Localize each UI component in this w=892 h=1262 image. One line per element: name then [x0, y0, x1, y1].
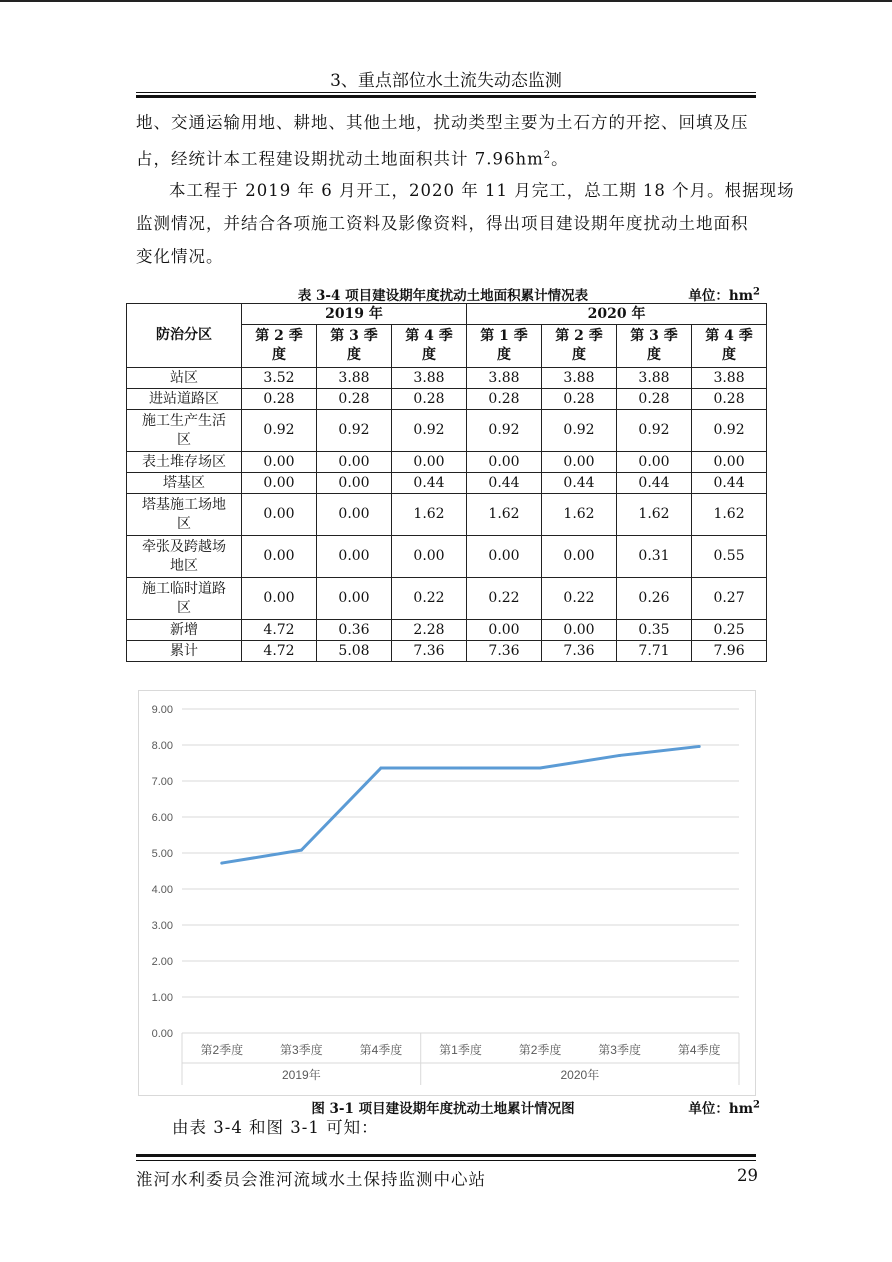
- value-cell: 0.00: [467, 620, 542, 641]
- value-cell: 0.28: [317, 389, 392, 410]
- value-cell: 3.88: [617, 368, 692, 389]
- value-cell: 0.22: [542, 578, 617, 620]
- year-2019-header: 2019 年: [242, 304, 467, 325]
- value-cell: 7.36: [542, 641, 617, 662]
- footer-organization: 淮河水利委员会淮河流域水土保持监测中心站: [136, 1170, 486, 1189]
- table-row: [127, 620, 767, 641]
- value-cell: 0.00: [242, 536, 317, 578]
- zone-name-line-2: 区: [177, 431, 191, 448]
- table-row: [127, 368, 767, 389]
- zone-name-line-1: 牵张及跨越场: [142, 538, 226, 555]
- value-cell: 0.92: [617, 410, 692, 452]
- paragraph-3-line-1: 由表 3-4 和图 3-1 可知：: [172, 1118, 379, 1137]
- value-cell: 0.44: [692, 473, 767, 494]
- value-cell: 0.00: [242, 494, 317, 536]
- value-cell: 0.31: [617, 536, 692, 578]
- y-tick-label: 6.00: [151, 812, 173, 824]
- zone-name-line-1: 塔基区: [163, 474, 205, 491]
- value-cell: 7.71: [617, 641, 692, 662]
- area-unit-superscript: 2: [543, 150, 552, 161]
- zone-name-cell: [127, 368, 242, 389]
- data-point: [220, 862, 223, 865]
- zone-name-cell: [127, 410, 242, 452]
- table-row: [127, 578, 767, 620]
- paragraph-1: [136, 106, 758, 176]
- zone-name-cell: [127, 620, 242, 641]
- header-rule-thin: [136, 92, 756, 93]
- value-cell: 0.00: [317, 578, 392, 620]
- value-cell: 0.44: [467, 473, 542, 494]
- value-cell: 0.44: [392, 473, 467, 494]
- table-row: [127, 389, 767, 410]
- value-cell: 0.00: [242, 452, 317, 473]
- y-tick-label: 8.00: [151, 740, 173, 752]
- figure-unit-sup: 2: [753, 1099, 760, 1111]
- zone-name-line-1: 塔基施工场地: [142, 496, 226, 513]
- zone-name-cell: [127, 452, 242, 473]
- value-cell: 1.62: [392, 494, 467, 536]
- x-tick-label: 第3季度: [280, 1043, 323, 1057]
- table-unit-sup: 2: [753, 286, 760, 298]
- y-tick-label: 5.00: [151, 848, 173, 860]
- value-cell: 0.22: [467, 578, 542, 620]
- quarter-header-line-1: 第 2 季: [555, 328, 603, 344]
- quarter-header-line-2: 度: [722, 347, 737, 363]
- zone-name-line-1: 施工临时道路: [142, 580, 226, 597]
- value-cell: 0.00: [542, 452, 617, 473]
- value-cell: 3.88: [467, 368, 542, 389]
- page-number: 29: [737, 1166, 758, 1185]
- x-group-label: 2020年: [560, 1068, 600, 1082]
- value-cell: 0.00: [467, 536, 542, 578]
- quarter-header-line-2: 度: [572, 347, 587, 363]
- value-cell: 0.00: [617, 452, 692, 473]
- zone-name-cell: [127, 536, 242, 578]
- paragraph-1-line-2-text: 占，经统计本工程建设期扰动土地面积共计 7.96hm: [136, 149, 544, 169]
- value-cell: 3.88: [692, 368, 767, 389]
- value-cell: 0.92: [467, 410, 542, 452]
- value-cell: 0.22: [392, 578, 467, 620]
- quarter-header-6: [692, 325, 767, 368]
- zone-name-line-1: 站区: [170, 369, 198, 386]
- y-tick-label: 4.00: [151, 884, 173, 896]
- y-tick-label: 9.00: [151, 704, 173, 716]
- value-cell: 0.28: [542, 389, 617, 410]
- zone-name-cell: [127, 494, 242, 536]
- data-point: [459, 767, 462, 770]
- x-group-label: 2019年: [282, 1068, 321, 1082]
- zone-name-line-1: 施工生产生活: [142, 412, 226, 429]
- value-cell: 0.28: [692, 389, 767, 410]
- quarter-header-4: [542, 325, 617, 368]
- footer-rule-thick: [136, 1154, 756, 1157]
- zone-name-line-1: 累计: [170, 642, 198, 659]
- value-cell: 0.00: [392, 536, 467, 578]
- value-cell: 0.36: [317, 620, 392, 641]
- x-tick-label: 第2季度: [200, 1043, 244, 1057]
- zone-column-header: 防治分区: [127, 304, 242, 368]
- paragraph-1-line-1: 地、交通运输用地、耕地、其他土地，扰动类型主要为土石方的开挖、回填及压: [136, 113, 749, 132]
- value-cell: 0.00: [542, 536, 617, 578]
- header-rule-thick: [136, 95, 756, 98]
- zone-name-line-2: 地区: [170, 557, 198, 574]
- value-cell: 1.62: [617, 494, 692, 536]
- y-tick-label: 1.00: [151, 992, 173, 1004]
- table-row: [127, 452, 767, 473]
- paragraph-1-line-2: [136, 139, 758, 176]
- footer-rule-thin: [136, 1160, 756, 1161]
- quarter-header-line-2: 度: [497, 347, 512, 363]
- x-tick-label: 第3季度: [598, 1043, 641, 1057]
- value-cell: 5.08: [317, 641, 392, 662]
- data-point: [300, 849, 303, 852]
- zone-name-cell: [127, 641, 242, 662]
- value-cell: 0.00: [317, 536, 392, 578]
- chart-svg: [139, 691, 755, 1095]
- paragraph-2: [136, 174, 795, 273]
- x-tick-label: 第4季度: [359, 1043, 403, 1057]
- value-cell: 3.88: [317, 368, 392, 389]
- quarter-header-line-1: 第 3 季: [630, 328, 678, 344]
- value-cell: 0.92: [542, 410, 617, 452]
- y-tick-label: 2.00: [151, 956, 173, 968]
- data-point: [618, 754, 621, 757]
- x-tick-label: 第2季度: [518, 1043, 562, 1057]
- value-cell: 0.00: [242, 473, 317, 494]
- paragraph-3: [136, 1111, 758, 1144]
- value-cell: 0.28: [242, 389, 317, 410]
- quarter-header-line-1: 第 1 季: [480, 328, 528, 344]
- table-caption-text: 表 3-4 项目建设期年度扰动土地面积累计情况表: [297, 288, 589, 304]
- y-tick-label: 3.00: [151, 920, 173, 932]
- quarter-header-line-2: 度: [347, 347, 361, 363]
- value-cell: 0.28: [467, 389, 542, 410]
- series-line: [222, 746, 699, 863]
- page-top-border: [0, 0, 892, 2]
- zone-name-cell: [127, 473, 242, 494]
- value-cell: 0.00: [317, 452, 392, 473]
- zone-name-line-2: 区: [177, 599, 191, 616]
- value-cell: 0.44: [542, 473, 617, 494]
- zone-name-line-2: 区: [177, 515, 191, 532]
- value-cell: 0.00: [692, 452, 767, 473]
- year-2020-header: 2020 年: [467, 304, 767, 325]
- quarter-header-line-1: 第 2 季: [255, 328, 303, 344]
- quarter-header-line-2: 度: [272, 347, 286, 363]
- quarter-header-1: [317, 325, 392, 368]
- paragraph-1-end: 。: [551, 149, 569, 169]
- figure-caption-text: 图 3-1 项目建设期年度扰动土地累计情况图: [311, 1101, 575, 1117]
- value-cell: 1.62: [692, 494, 767, 536]
- zone-name-line-1: 进站道路区: [149, 390, 219, 407]
- y-tick-label: 0.00: [151, 1028, 173, 1040]
- table-unit-text: 单位：hm: [688, 288, 754, 304]
- value-cell: 7.36: [467, 641, 542, 662]
- quarter-header-line-1: 第 4 季: [405, 328, 453, 344]
- value-cell: 1.62: [542, 494, 617, 536]
- value-cell: 7.96: [692, 641, 767, 662]
- value-cell: 0.26: [617, 578, 692, 620]
- value-cell: 3.52: [242, 368, 317, 389]
- table-caption: [126, 284, 760, 302]
- value-cell: 0.28: [617, 389, 692, 410]
- quarter-header-2: [392, 325, 467, 368]
- value-cell: 1.62: [467, 494, 542, 536]
- disturbance-area-table: [126, 303, 767, 662]
- data-point: [539, 767, 542, 770]
- x-tick-label: 第4季度: [677, 1043, 721, 1057]
- value-cell: 2.28: [392, 620, 467, 641]
- value-cell: 0.92: [692, 410, 767, 452]
- value-cell: 0.00: [542, 620, 617, 641]
- value-cell: 0.27: [692, 578, 767, 620]
- quarter-header-3: [467, 325, 542, 368]
- value-cell: 0.44: [617, 473, 692, 494]
- quarter-header-line-1: 第 3 季: [330, 328, 378, 344]
- value-cell: 0.28: [392, 389, 467, 410]
- paragraph-2-line-2: 监测情况，并结合各项施工资料及影像资料，得出项目建设期年度扰动土地面积: [136, 214, 749, 233]
- data-point: [698, 745, 701, 748]
- value-cell: 0.35: [617, 620, 692, 641]
- quarter-header-5: [617, 325, 692, 368]
- value-cell: 4.72: [242, 641, 317, 662]
- table-row: [127, 473, 767, 494]
- zone-name-line-1: 表土堆存场区: [142, 453, 226, 470]
- table-row: [127, 494, 767, 536]
- value-cell: 0.92: [242, 410, 317, 452]
- table-body: [127, 368, 767, 662]
- value-cell: 7.36: [392, 641, 467, 662]
- value-cell: 4.72: [242, 620, 317, 641]
- value-cell: 0.00: [317, 473, 392, 494]
- zone-name-cell: [127, 578, 242, 620]
- quarter-header-line-2: 度: [647, 347, 662, 363]
- value-cell: 0.92: [392, 410, 467, 452]
- figure-unit-text: 单位：hm: [688, 1101, 754, 1117]
- value-cell: 0.00: [317, 494, 392, 536]
- running-header: 3、重点部位水土流失动态监测: [330, 71, 562, 91]
- table-row: [127, 536, 767, 578]
- cumulative-area-chart: [138, 690, 756, 1096]
- value-cell: 3.88: [392, 368, 467, 389]
- table-unit: [688, 284, 760, 304]
- x-tick-label: 第1季度: [439, 1043, 482, 1057]
- value-cell: 0.00: [242, 578, 317, 620]
- quarter-header-line-1: 第 4 季: [705, 328, 753, 344]
- table-row: [127, 641, 767, 662]
- paragraph-2-line-1: 本工程于 2019 年 6 月开工，2020 年 11 月完工，总工期 18 个月。根据现场: [169, 181, 795, 200]
- zone-name-line-1: 新增: [170, 621, 198, 638]
- value-cell: 0.92: [317, 410, 392, 452]
- value-cell: 0.00: [467, 452, 542, 473]
- data-point: [379, 767, 382, 770]
- quarter-header-0: [242, 325, 317, 368]
- value-cell: 3.88: [542, 368, 617, 389]
- value-cell: 0.55: [692, 536, 767, 578]
- y-tick-label: 7.00: [151, 776, 173, 788]
- zone-name-cell: [127, 389, 242, 410]
- value-cell: 0.25: [692, 620, 767, 641]
- table-row: [127, 410, 767, 452]
- paragraph-2-line-3: 变化情况。: [136, 247, 224, 266]
- value-cell: 0.00: [392, 452, 467, 473]
- quarter-header-line-2: 度: [422, 347, 436, 363]
